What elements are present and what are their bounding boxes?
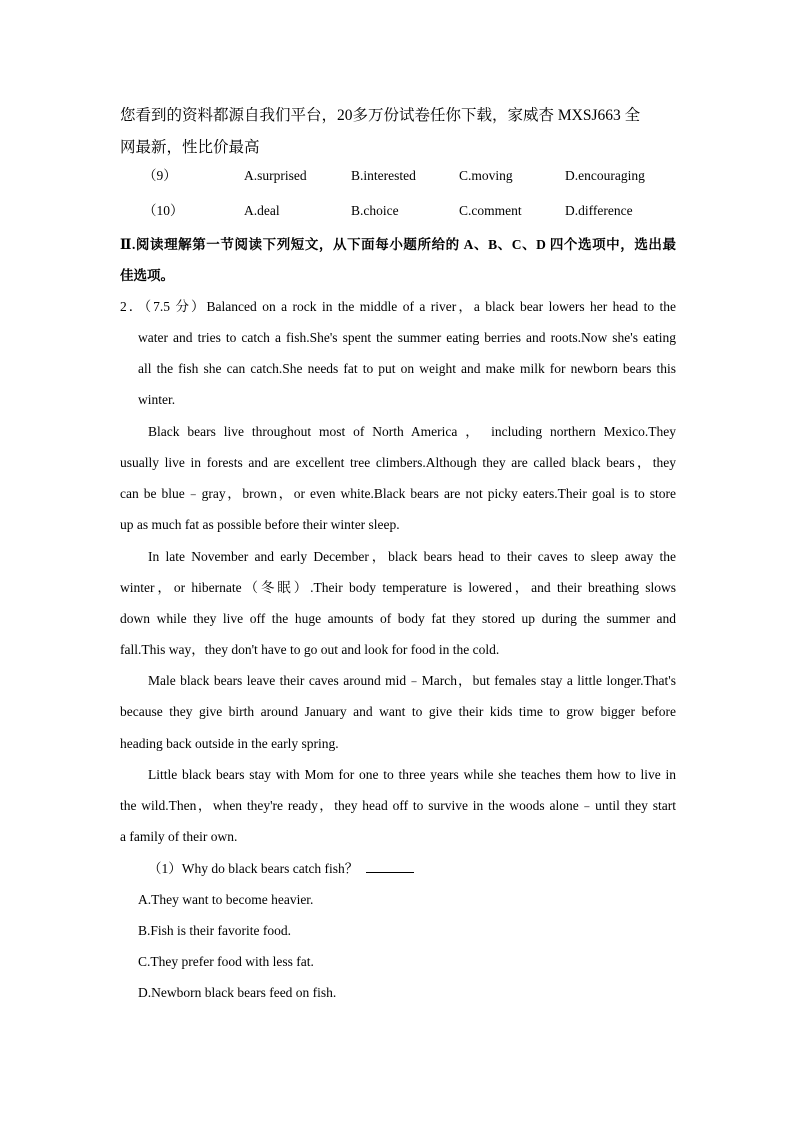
passage-line: all the fish she can catch.She needs fat to put on weight and make milk for newborn bears this	[138, 361, 676, 376]
option-b: B.interested	[351, 168, 416, 183]
passage-line: Little black bears stay with Mom for one to three years while she teaches them how to live in	[148, 767, 676, 782]
passage-line: Black bears live throughout most of North America ， including northern Mexico.They	[148, 424, 676, 439]
option-d: D.difference	[565, 203, 633, 218]
promo-header-line-2: 网最新，性比价最高	[120, 139, 260, 156]
passage-line: because they give birth around January and want to give their kids time to grow bigger before	[120, 704, 676, 719]
answer-blank[interactable]	[366, 859, 414, 873]
section-heading-line-1: Ⅱ.阅读理解第一节阅读下列短文，从下面每小题所给的 A、B、C、D 四个选项中，选出最	[120, 237, 676, 252]
passage-line: the wild.Then，when they're ready，they head off to survive in the woods alone﹣until they start	[120, 798, 676, 813]
passage-line: winter，or hibernate（冬眠）.Their body temperature is lowered，and their breathing slows	[120, 580, 676, 595]
passage-line: up as much fat as possible before their winter sleep.	[120, 517, 400, 532]
passage-line: Male black bears leave their caves around mid﹣March，but females stay a little longer.That's	[148, 673, 676, 688]
answer-option-d: D.Newborn black bears feed on fish.	[138, 985, 337, 1000]
passage-line: down while they live off the huge amounts of body fat they stored up during the summer and	[120, 611, 676, 626]
option-c: C.comment	[459, 203, 522, 218]
passage-line: can be blue﹣gray，brown，or even white.Black bears are not picky eaters.Their goal is to store	[120, 486, 676, 501]
passage-line: a family of their own.	[120, 829, 238, 844]
section-heading-line-2: 佳选项。	[120, 268, 174, 283]
answer-option-a: A.They want to become heavier.	[138, 892, 314, 907]
option-number: （9）	[143, 168, 177, 183]
passage-line: fall.This way，they don't have to go out and look for food in the cold.	[120, 642, 500, 657]
sub-question-1	[148, 859, 414, 879]
option-b: B.choice	[351, 203, 399, 218]
passage-line: In late November and early December，black bears head to their caves to sleep away the	[148, 549, 676, 564]
answer-option-c: C.They prefer food with less fat.	[138, 954, 314, 969]
passage-line: water and tries to catch a fish.She's spent the summer eating berries and roots.Now she's eating	[138, 330, 676, 345]
question-2-intro: 2．（7.5 分）Balanced on a rock in the middle of a river，a black bear lowers her head to the	[120, 299, 676, 314]
option-row-q9	[0, 166, 794, 186]
passage-line: winter.	[138, 392, 176, 407]
option-c: C.moving	[459, 168, 513, 183]
sub-question-1-text: （1）Why do black bears catch fish？	[148, 861, 359, 876]
passage-line: usually live in forests and are excellent tree climbers.Although they are called black bears，they	[120, 455, 676, 470]
option-d: D.encouraging	[565, 168, 645, 183]
promo-header-line-1: 您看到的资料都源自我们平台，20多万份试卷任你下载，家威杏 MXSJ663 全	[120, 107, 641, 124]
option-a: A.surprised	[244, 168, 307, 183]
option-row-q10	[0, 201, 794, 221]
answer-option-b: B.Fish is their favorite food.	[138, 923, 291, 938]
passage-line: heading back outside in the early spring.	[120, 736, 339, 751]
option-a: A.deal	[244, 203, 280, 218]
option-number: （10）	[143, 203, 184, 218]
